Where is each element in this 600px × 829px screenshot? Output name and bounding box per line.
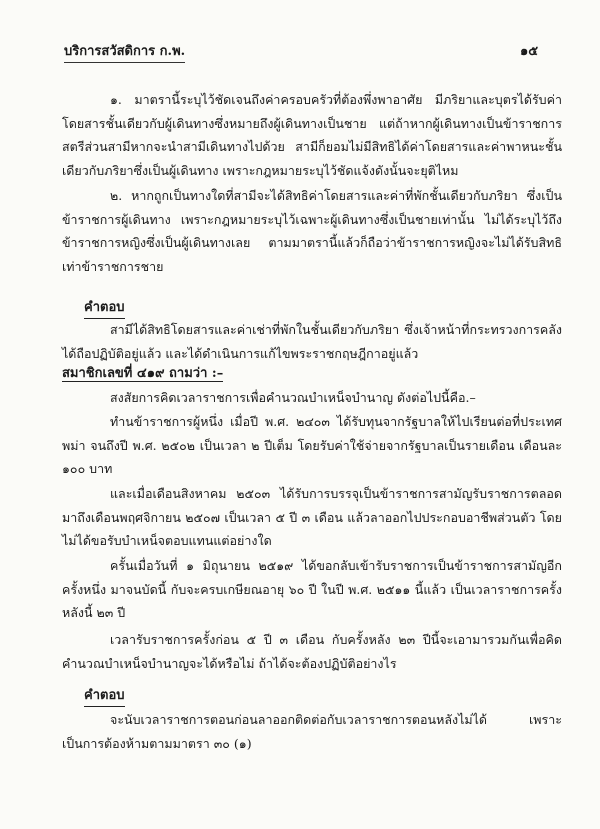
answer-1-text: สามีได้สิทธิโดยสารและค่าเช่าที่พักในชั้นเดียวกับภริยา ซึ่งเจ้าหน้าที่กระทรวงการคลังได้ถือปฏิบัติอยู่แล้ว และได้ดำเนินการแก้ไขพระราชกฤษฎีกาอยู่แล้ว xyxy=(62,322,562,361)
paragraph-5: ครั้นเมื่อวันที่ ๑ มิถุนายน ๒๕๑๙ ได้ขอกลับเข้ารับราชการเป็นข้าราชการสามัญอีกครั้งหนึ่ง มาจนบัดนี้ กับจะครบเกษียณอายุ ๖๐ ปี ในปี พ.ศ. ๒๕๑๑ นี้แล้ว เป็นเวลาราชการครั้งหลังนี้ ๒๓ ปี xyxy=(62,558,562,620)
answer-heading-2: คำตอบ xyxy=(84,684,125,707)
paragraph-4: และเมื่อเดือนสิงหาคม ๒๕๐๓ ได้รับการบรรจุเป็นข้าราชการสามัญรับราชการตลอดมาถึงเดือนพฤศจิกายน ๒๕๐๗ เป็นเวลา ๕ ปี ๓ เดือน แล้วลาออกไปประกอบอาชีพส่วนตัว โดยไม่ได้ขอรับบำเหน็จตอบแทนแต่อย่างใด xyxy=(62,486,562,548)
paragraph-1: ๑. มาตรานี้ระบุไว้ชัดเจนถึงค่าครอบครัวที่ต้องพึ่งพาอาศัย มีภริยาและบุตรได้รับค่าโดยสารชั้นเดียวกับผู้เดินทางซึ่งหมายถึงผู้เดินทางเป็นชาย แต่ถ้าหากผู้เดินทางเป็นข้าราชการสตรีส่วนสามีหากจะนำสามีเดินทางไปด้วย สามีก็ยอมไม่มีสิทธิได้ค่าโดยสารและค่าพาหนะชั้นเดียวกับภริยาซึ่งเป็นผู้เดินทาง เพราะกฎหมายระบุไว้ชัดแจ้งดังนั้นจะยุติไหม xyxy=(62,92,562,178)
paragraph-6: เวลารับราชการครั้งก่อน ๕ ปี ๓ เดือน กับครั้งหลัง ๒๓ ปีนี้จะเอามารวมกันเพื่อคิดคำนวณบำเหน็จบำนาญจะได้หรือไม่ ถ้าได้จะต้องปฏิบัติอย่างไร xyxy=(62,632,562,671)
paragraph-2: ๒. หากถูกเป็นทางใดที่สามีจะได้สิทธิค่าโดยสารและค่าที่พักชั้นเดียวกับภริยา ซึ่งเป็นข้าราชการผู้เดินทาง เพราะกฎหมายระบุไว้เฉพาะผู้เดินทางซึ่งเป็นชายเท่านั้น ไม่ได้ระบุไว้ถึงข้าราชการหญิงซึ่งเป็นผู้เดินทางเลย ตามมาตรานี้แล้วก็ถือว่าข้าราชการหญิงจะไม่ได้รับสิทธิเท่าข้าราชการชาย xyxy=(62,188,562,274)
answer-heading-1: คำตอบ xyxy=(84,296,125,319)
member-question-label xyxy=(62,362,223,383)
answer-2-text: จะนับเวลาราชการตอนก่อนลาออกติดต่อกับเวลาราชการตอนหลังไม่ได้ เพราะเป็นการต้องห้ามตามมาตรา ๓๐ (๑) xyxy=(62,712,562,751)
paragraph-3: ทำนข้าราชการผู้หนึ่ง เมื่อปี พ.ศ. ๒๔๐๓ ได้รับทุนจากรัฐบาลให้ไปเรียนต่อที่ประเทศพม่า จนถึงปี พ.ศ. ๒๕๐๒ เป็นเวลา ๒ ปีเต็ม โดยรับค่าใช้จ่ายจากรัฐบาลเป็นรายเดือน เดือนละ ๑๐๐ บาท xyxy=(62,414,562,476)
page-number: ๑๕ xyxy=(520,44,539,59)
member-label-text: สมาชิกเลขที่ ๔๑๙ ถามว่า :– xyxy=(62,366,224,381)
question-intro: สงสัยการคิดเวลาราชการเพื่อคำนวณบำเหน็จบำนาญ ดังต่อไปนี้คือ.– xyxy=(110,390,476,405)
running-header: บริการสวัสดิการ ก.พ. xyxy=(64,40,185,63)
